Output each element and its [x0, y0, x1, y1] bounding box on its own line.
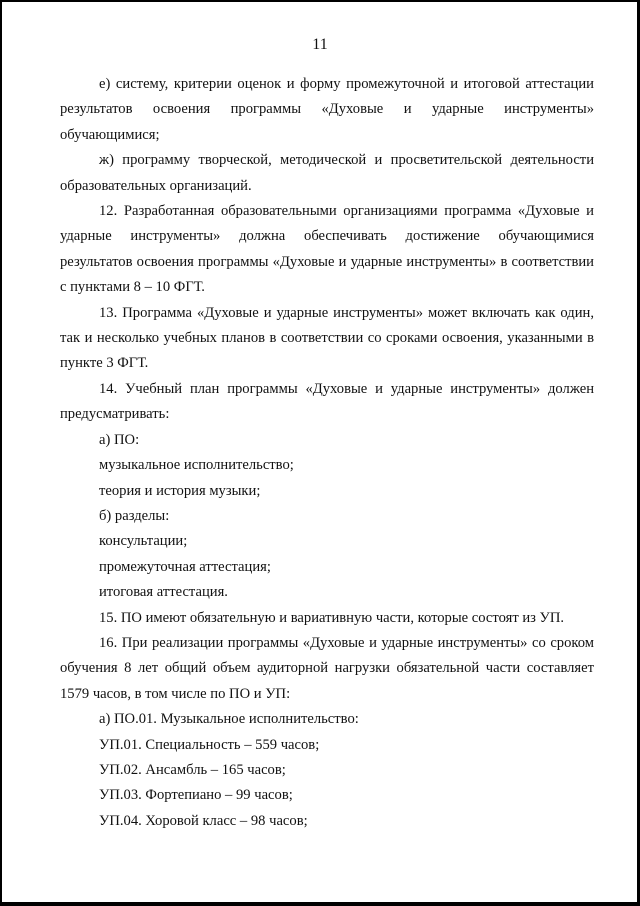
paragraph: ж) программу творческой, методической и просветительской деятельности образовательных организаций.	[60, 152, 594, 194]
document-body	[60, 72, 594, 834]
list-item: УП.03. Фортепиано – 99 часов;	[99, 787, 293, 804]
list-item: промежуточная аттестация;	[99, 558, 271, 575]
list-item: теория и история музыки;	[99, 482, 261, 499]
paragraph: е) систему, критерии оценок и форму промежуточной и итоговой аттестации результатов освоения программы «Духовые и ударные инструменты» обучающимися;	[60, 76, 594, 143]
paragraph: 13. Программа «Духовые и ударные инструменты» может включать как один, так и несколько учебных планов в соответствии со сроками освоения, указанными в пункте 3 ФГТ.	[60, 304, 594, 372]
list-item: б) разделы:	[99, 507, 170, 524]
list-item: консультации;	[99, 533, 188, 550]
paragraph: 14. Учебный план программы «Духовые и ударные инструменты» должен предусматривать:	[60, 380, 594, 423]
list-item: УП.01. Специальность – 559 часов;	[99, 736, 320, 753]
list-item: музыкальное исполнительство;	[99, 457, 294, 474]
scan-border-top	[0, 0, 640, 2]
scan-border-left	[0, 0, 2, 906]
page-number: 11	[312, 36, 328, 53]
list-item: УП.02. Ансамбль – 165 часов;	[99, 761, 286, 778]
paragraph: 15. ПО имеют обязательную и вариативную части, которые состоят из УП.	[99, 609, 565, 626]
list-item: УП.04. Хоровой класс – 98 часов;	[99, 812, 308, 829]
list-item: итоговая аттестация.	[99, 584, 228, 601]
scan-border-bottom	[0, 902, 640, 906]
list-item: а) ПО:	[99, 431, 140, 448]
list-item: а) ПО.01. Музыкальное исполнительство:	[99, 711, 359, 728]
paragraph: 16. При реализации программы «Духовые и ударные инструменты» со сроком обучения 8 лет общий объем аудиторной нагрузки обязательной части составляет 1579 часов, в том числе по ПО и УП:	[60, 634, 594, 702]
paragraph: 12. Разработанная образовательными организациями программа «Духовые и ударные инструменты» должна обеспечивать достижение обучающимися результатов освоения программы «Духовые и ударные инструменты» в соответствии с пунктами 8 – 10 ФГТ.	[60, 203, 594, 296]
